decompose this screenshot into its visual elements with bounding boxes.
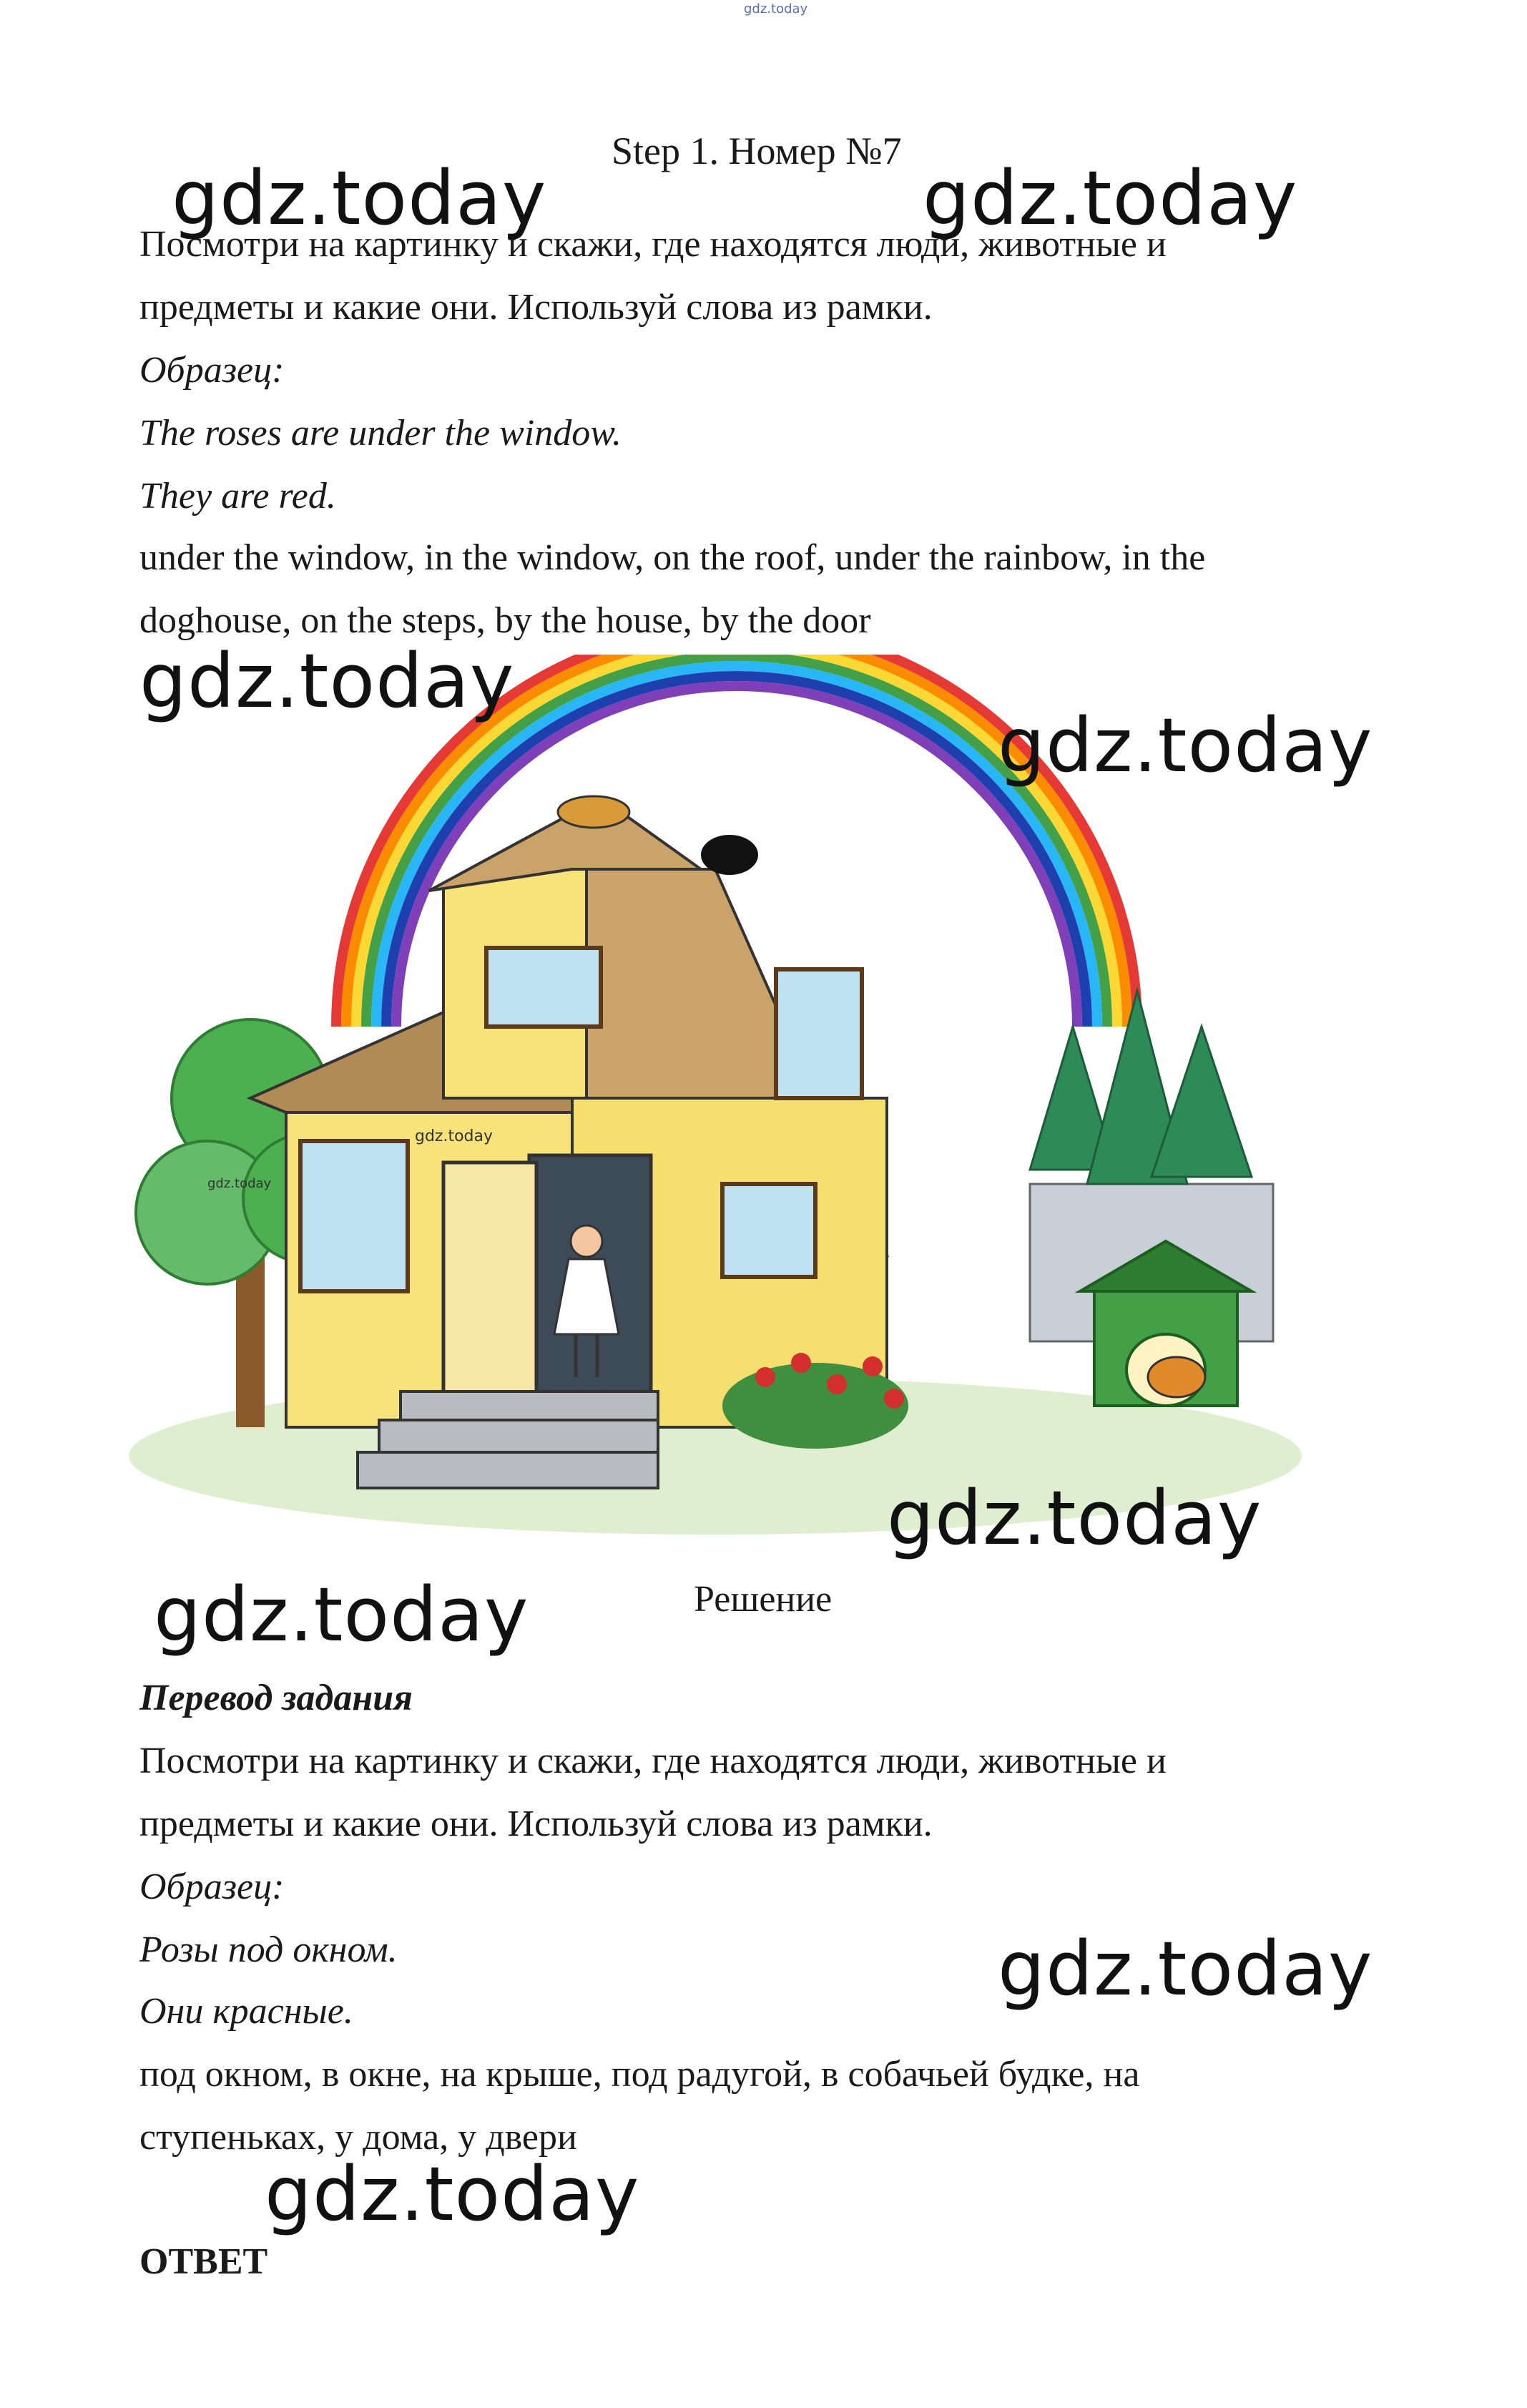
illustration-watermark-1: gdz.today bbox=[415, 1127, 494, 1145]
watermark: gdz.today bbox=[265, 2150, 640, 2238]
sample-sentence-2: They are red. bbox=[139, 476, 336, 517]
translation-words-2: ступеньках, у дома, у двери bbox=[139, 2117, 577, 2158]
sample-sentence-1: The roses are under the window. bbox=[139, 413, 622, 454]
solution-heading: Решение bbox=[694, 1579, 833, 1620]
house-illustration bbox=[129, 655, 1302, 1562]
sample-label: Образец: bbox=[139, 350, 285, 391]
steps bbox=[358, 1391, 658, 1488]
watermark: gdz.today bbox=[923, 155, 1298, 242]
word-box-line-2: doghouse, on the steps, by the house, by the door bbox=[139, 600, 871, 641]
watermark: gdz.today bbox=[139, 637, 515, 725]
watermark: gdz.today bbox=[887, 1474, 1262, 1562]
pine-trees bbox=[1030, 991, 1252, 1184]
task-line-2: предметы и какие они. Используй слова из рамки. bbox=[139, 287, 933, 328]
watermark: gdz.today bbox=[998, 702, 1373, 789]
translation-line-1: Посмотри на картинку и скажи, где находятся люди, животные и bbox=[139, 1741, 1167, 1781]
answer-label: ОТВЕТ bbox=[139, 2241, 268, 2282]
translation-sample-2: Они красные. bbox=[139, 1991, 353, 2032]
translation-title: Перевод задания bbox=[139, 1678, 413, 1718]
watermark: gdz.today bbox=[998, 1925, 1373, 2012]
translation-sample-1: Розы под окном. bbox=[139, 1929, 398, 1970]
door-panel bbox=[443, 1163, 536, 1399]
word-box-line-1: under the window, in the window, on the roof, under the rainbow, in the bbox=[139, 537, 1206, 578]
watermark: gdz.today bbox=[154, 1571, 529, 1658]
illustration-watermark-2: gdz.today bbox=[207, 1176, 272, 1191]
task-line-1: Посмотри на картинку и скажи, где находятся люди, животные и bbox=[139, 224, 1167, 265]
translation-sample-label: Образец: bbox=[139, 1866, 285, 1907]
translation-line-2: предметы и какие они. Используй слова из рамки. bbox=[139, 1803, 933, 1844]
page-title: Step 1. Номер №7 bbox=[612, 129, 902, 172]
watermark: gdz.today bbox=[172, 155, 547, 242]
site-mark: gdz.today bbox=[744, 1, 808, 16]
translation-words-1: под окном, в окне, на крыше, под радугой, в собачьей будке, на bbox=[139, 2054, 1140, 2095]
